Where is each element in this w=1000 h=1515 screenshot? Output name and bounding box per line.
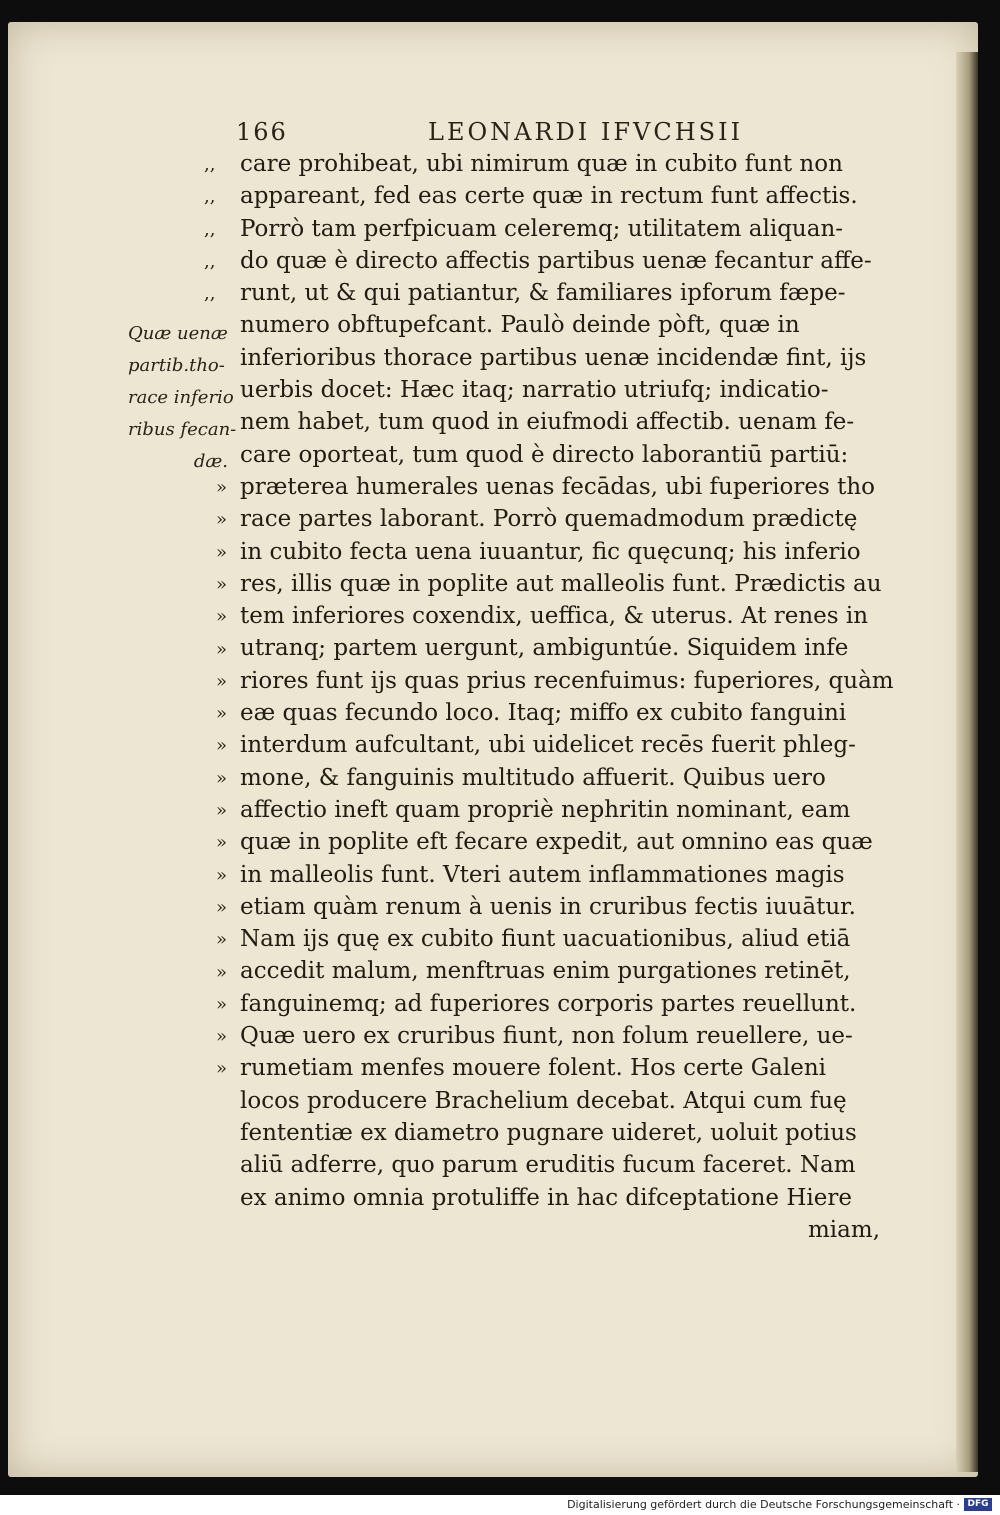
text-line: tem inferiores coxendix, ueffica, & uterus. At renes in xyxy=(240,603,869,630)
quotation-mark: » xyxy=(216,832,228,854)
quotation-mark: » xyxy=(216,767,228,789)
text-line: nem habet, tum quod in eiufmodi affectib. uenam fe- xyxy=(240,409,855,436)
text-line: numero obftupefcant. Paulò deinde pòft, quæ in xyxy=(240,312,800,339)
quotation-mark: ,, xyxy=(204,218,216,240)
quotation-mark: ,, xyxy=(204,186,216,208)
marginal-line: dæ. xyxy=(193,451,228,472)
text-line: rumetiam menfes mouere folent. Hos certe Galeni xyxy=(240,1055,827,1082)
footer-bar xyxy=(0,1495,1000,1515)
text-line: res, illis quæ in poplite aut malleolis funt. Prædictis au xyxy=(240,570,882,597)
text-line: eæ quas fecundo loco. Itaq; miffo ex cubito fanguini xyxy=(240,700,847,727)
text-line: fententiæ ex diametro pugnare uideret, uoluit potius xyxy=(240,1119,857,1146)
quotation-mark: » xyxy=(216,735,228,757)
quotation-mark: » xyxy=(216,606,228,628)
quotation-mark: » xyxy=(216,864,228,886)
quotation-mark: ,, xyxy=(204,154,216,175)
marginal-line: partib.tho- xyxy=(128,355,225,376)
text-line: Nam ijs quę ex cubito fiunt uacuationibus, aliud etiā xyxy=(240,926,851,953)
quotation-mark: » xyxy=(216,1026,228,1048)
marginal-note xyxy=(128,318,238,478)
text-line: uerbis docet: Hæc itaq; narratio utriufq; indicatio- xyxy=(240,377,829,404)
text-line: mone, & fanguinis multitudo affuerit. Quibus uero xyxy=(240,764,826,791)
text-line: race partes laborant. Porrò quemadmodum prædictę xyxy=(240,506,858,533)
text-line: præterea humerales uenas fecādas, ubi fuperiores tho xyxy=(240,473,875,500)
text-line: in malleolis funt. Vteri autem inflammationes magis xyxy=(240,861,845,888)
catchword: miam, xyxy=(808,1216,880,1243)
text-line: aliū adferre, quo parum eruditis fucum faceret. Nam xyxy=(240,1152,856,1179)
text-line: inferioribus thorace partibus uenæ incidendæ fint, ijs xyxy=(240,344,867,371)
marginal-line: Quæ uenæ xyxy=(128,323,228,344)
text-line: riores funt ijs quas prius recenfuimus: fuperiores, quàm xyxy=(240,667,894,694)
body-text xyxy=(240,148,920,1246)
text-line: appareant, fed eas certe quæ in rectum funt affectis. xyxy=(240,183,858,210)
quotation-mark: » xyxy=(216,509,228,531)
running-title: LEONARDI IFVCHSII xyxy=(428,118,744,146)
text-line: in cubito fecta uena iuuantur, fic quęcunq; his inferio xyxy=(240,538,861,565)
quotation-mark: » xyxy=(216,477,228,498)
text-line: etiam quàm renum à uenis in cruribus fectis iuuātur. xyxy=(240,893,856,920)
text-line: ex animo omnia protuliffe in hac difceptatione Hiere xyxy=(240,1184,852,1211)
quotation-mark: » xyxy=(216,703,228,725)
quotation-mark: » xyxy=(216,929,228,951)
text-line: Porrò tam perfpicuam celeremq; utilitatem aliquan- xyxy=(240,215,844,242)
quotation-mark: ,, xyxy=(204,283,216,305)
quotation-mark: ,, xyxy=(204,250,216,272)
text-line: Quæ uero ex cruribus fiunt, non folum reuellere, ue- xyxy=(240,1023,853,1050)
marginal-line: race inferio xyxy=(128,387,234,408)
quotation-mark: » xyxy=(216,638,228,660)
quotation-mark: » xyxy=(216,961,228,983)
text-line: accedit malum, menftruas enim purgationes retinēt, xyxy=(240,958,851,985)
quotation-mark: » xyxy=(216,1058,228,1080)
funding-notice: Digitalisierung gefördert durch die Deutsche Forschungsgemeinschaft · xyxy=(567,1498,960,1511)
page-edge xyxy=(956,52,978,1472)
quotation-mark: » xyxy=(216,993,228,1015)
quotation-mark: » xyxy=(216,670,228,692)
marginal-line: ribus fecan- xyxy=(128,419,237,440)
page-number: 166 xyxy=(236,118,288,146)
text-line: care prohibeat, ubi nimirum quæ in cubito funt non xyxy=(240,151,843,177)
dfg-logo: DFG xyxy=(964,1498,992,1511)
quotation-mark: » xyxy=(216,573,228,595)
text-line: fanguinemq; ad fuperiores corporis partes reuellunt. xyxy=(240,990,857,1017)
quotation-mark: » xyxy=(216,896,228,918)
text-line: quæ in poplite eft fecare expedit, aut omnino eas quæ xyxy=(240,829,873,856)
text-line: care oporteat, tum quod è directo laborantiū partiū: xyxy=(240,441,849,468)
text-line: interdum aufcultant, ubi uidelicet recēs fuerit phleg- xyxy=(240,732,856,759)
text-line: runt, ut & qui patiantur, & familiares ipforum fæpe- xyxy=(240,280,846,307)
text-line: affectio ineft quam propriè nephritin nominant, eam xyxy=(240,796,851,823)
quotation-mark: » xyxy=(216,541,228,563)
text-line: utranq; partem uergunt, ambiguntúe. Siquidem infe xyxy=(240,635,849,662)
text-line: do quæ è directo affectis partibus uenæ fecantur affe- xyxy=(240,247,872,274)
running-head xyxy=(236,118,886,150)
text-line: locos producere Brachelium decebat. Atqui cum fuę xyxy=(240,1087,847,1114)
quotation-mark: » xyxy=(216,800,228,821)
